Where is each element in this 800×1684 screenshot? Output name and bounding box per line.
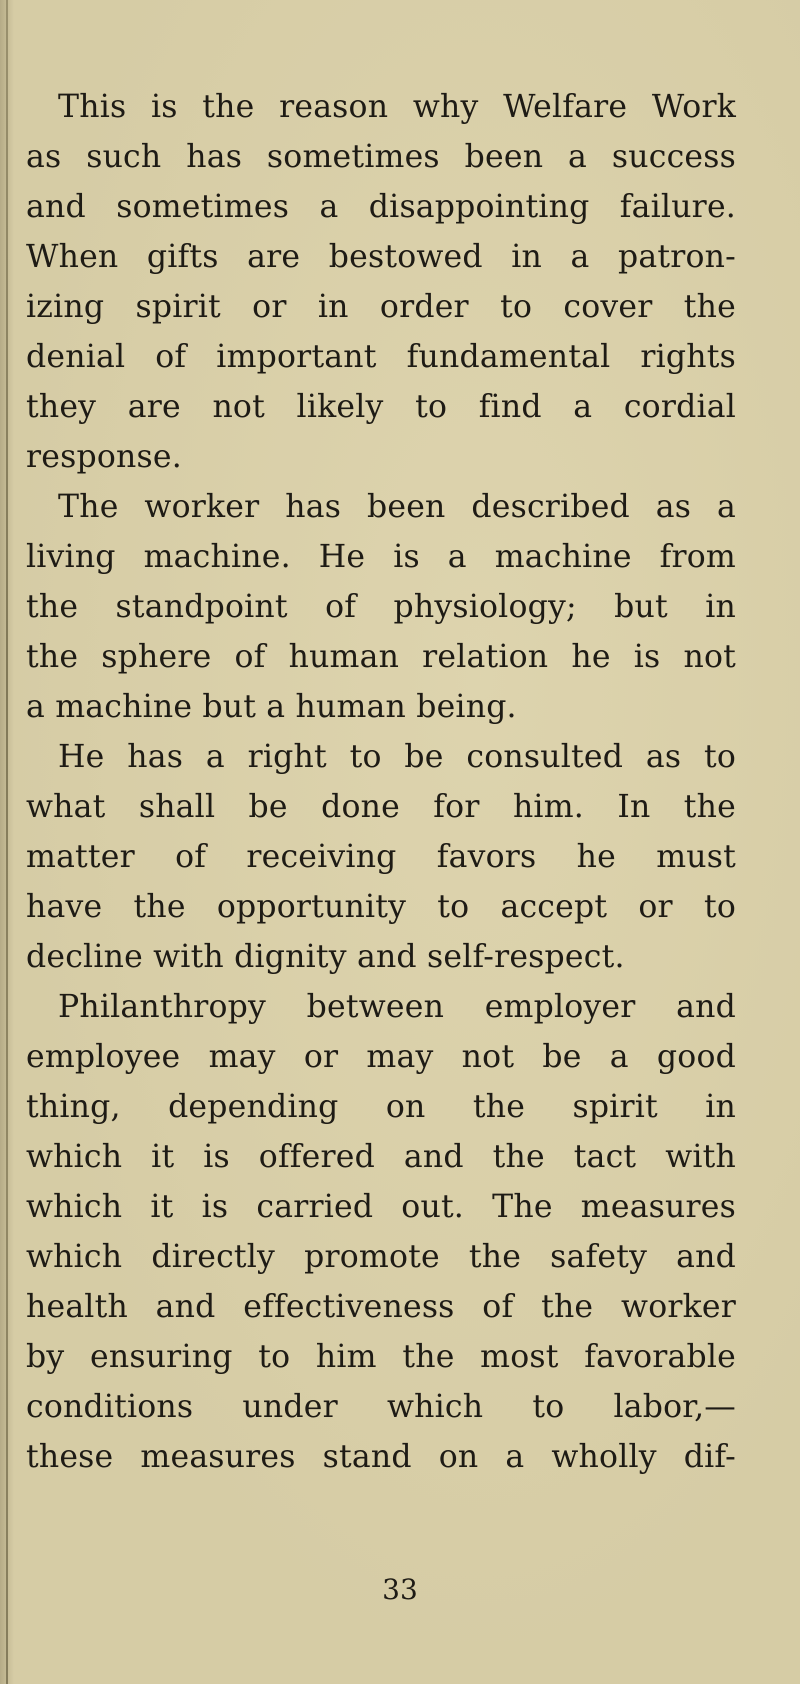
text-line: as such has sometimes been a success <box>26 139 736 175</box>
text-line: When gifts are bestowed in a patron- <box>26 239 736 275</box>
text-line: employee may or may not be a good <box>26 1039 736 1075</box>
text-line: have the opportunity to accept or to <box>26 889 736 925</box>
text-line: conditions under which to labor,— <box>26 1389 736 1425</box>
text-line: The worker has been described as a <box>58 489 736 525</box>
text-line: and sometimes a disappointing failure. <box>26 189 736 225</box>
text-line: a machine but a human being. <box>26 689 517 725</box>
text-line: response. <box>26 439 182 475</box>
text-line: the standpoint of physiology; but in <box>26 589 736 625</box>
text-line: which it is carried out. The measures <box>26 1189 736 1225</box>
text-line: izing spirit or in order to cover the <box>26 289 736 325</box>
text-line: This is the reason why Welfare Work <box>58 89 736 125</box>
text-line: the sphere of human relation he is not <box>26 639 736 675</box>
text-line: these measures stand on a wholly dif- <box>26 1439 736 1475</box>
text-line: thing, depending on the spirit in <box>26 1089 736 1125</box>
text-line: which directly promote the safety and <box>26 1239 736 1275</box>
text-line: He has a right to be consulted as to <box>58 739 736 775</box>
text-line: health and effectiveness of the worker <box>26 1289 736 1325</box>
gutter-line <box>6 0 8 1684</box>
body-text <box>26 82 736 1482</box>
text-line: decline with dignity and self-respect. <box>26 939 625 975</box>
text-line: what shall be done for him. In the <box>26 789 736 825</box>
text-line: denial of important fundamental rights <box>26 339 736 375</box>
text-line: matter of receiving favors he must <box>26 839 736 875</box>
text-line: Philanthropy between employer and <box>58 989 736 1025</box>
text-line: which it is offered and the tact with <box>26 1139 736 1175</box>
text-line: by ensuring to him the most favorable <box>26 1339 736 1375</box>
text-line: living machine. He is a machine from <box>26 539 736 575</box>
page-number: 33 <box>382 1573 418 1606</box>
text-line: they are not likely to find a cordial <box>26 389 736 425</box>
